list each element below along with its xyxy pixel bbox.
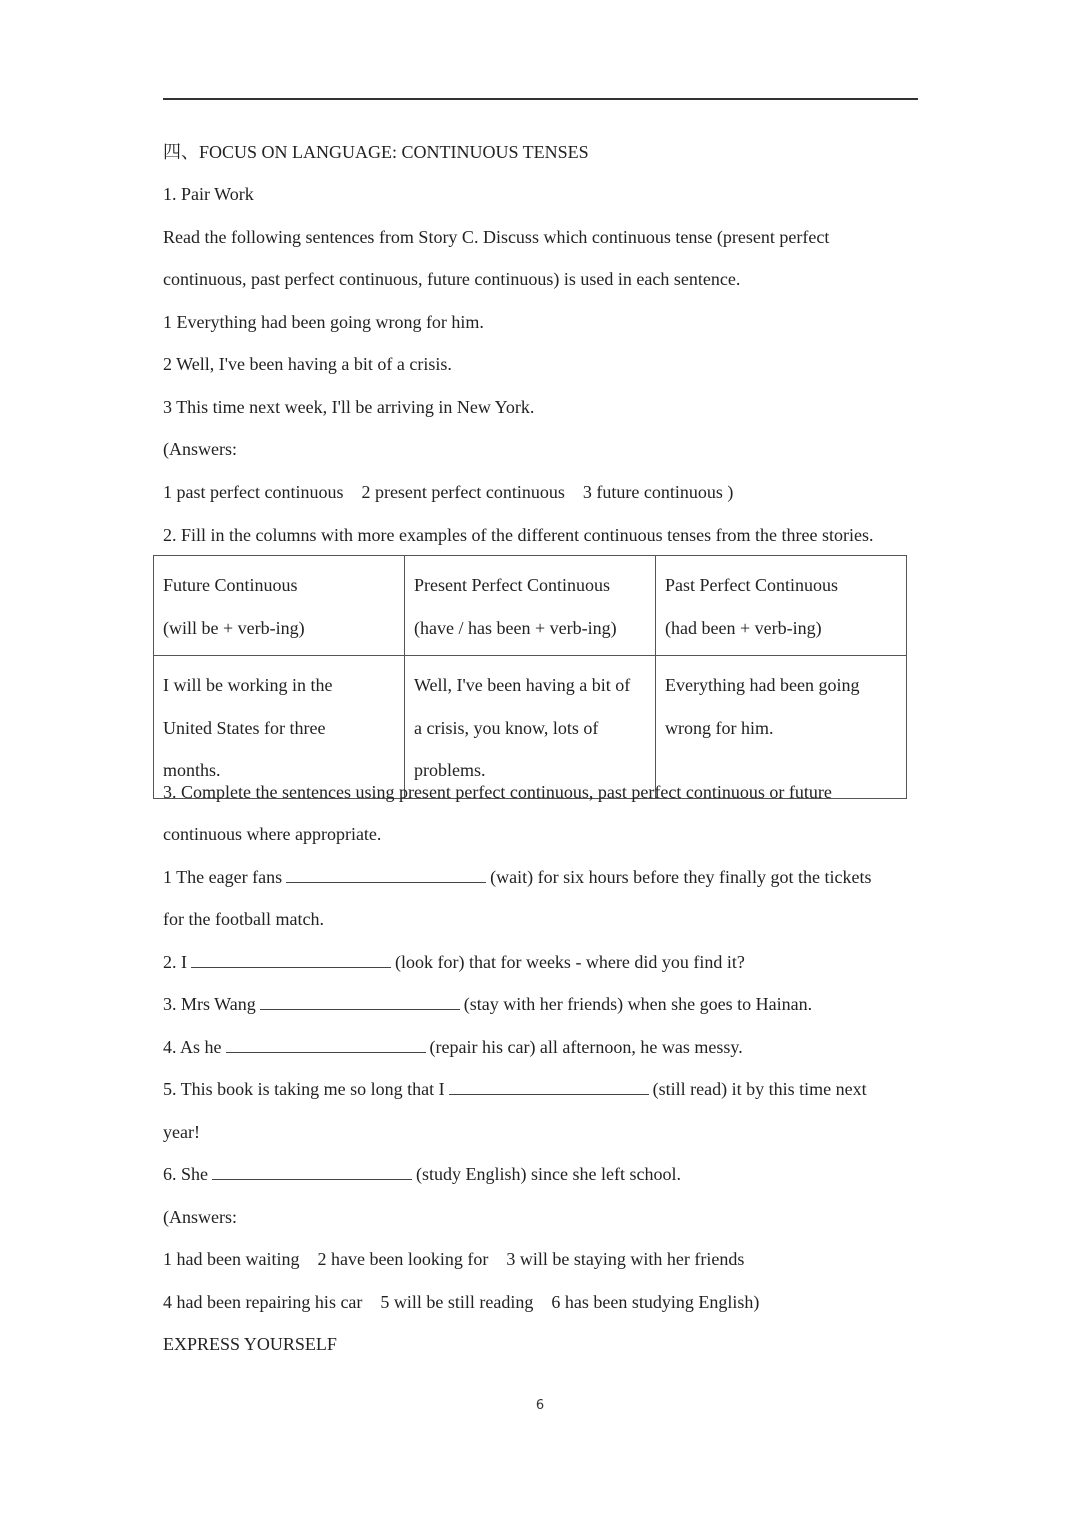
top-rule xyxy=(163,98,918,100)
example-line: I will be working in the xyxy=(163,675,333,695)
page-number: 6 xyxy=(535,1398,545,1413)
task1-sentence-2: 2 Well, I've been having a bit of a crisis. xyxy=(163,354,452,374)
exercise-item-4 xyxy=(163,1036,743,1058)
exercise-item-1 xyxy=(163,866,872,888)
item-text-after: (stay with her friends) when she goes to Hainan. xyxy=(463,994,813,1014)
exercise-item-2 xyxy=(163,951,745,973)
table-example-row xyxy=(154,656,907,799)
item-text-after: (study English) since she left school. xyxy=(416,1164,681,1184)
answer-blank[interactable] xyxy=(226,1036,426,1053)
item-text-before: 1 The eager fans xyxy=(163,867,283,887)
task3-title-line2: continuous where appropriate. xyxy=(163,824,382,844)
example-line: Well, I've been having a bit of xyxy=(414,675,631,695)
task1-answers-label: (Answers: xyxy=(163,439,237,459)
task1-title: 1. Pair Work xyxy=(163,184,254,204)
answer-blank[interactable] xyxy=(191,951,391,968)
header-form: (will be + verb-ing) xyxy=(163,617,305,638)
answer-blank[interactable] xyxy=(260,993,460,1010)
exercise-item-1-continuation: for the football match. xyxy=(163,909,324,929)
example-line: wrong for him. xyxy=(665,717,774,738)
header-name: Future Continuous xyxy=(163,575,298,595)
task3-answers-line1: 1 had been waiting 2 have been looking for 3 will be staying with her friends xyxy=(163,1249,745,1269)
example-future-continuous xyxy=(154,656,405,799)
task1-sentence-3: 3 This time next week, I'll be arriving in New York. xyxy=(163,397,535,417)
task1-instruction-line1: Read the following sentences from Story C. Discuss which continuous tense (present perfect xyxy=(163,227,830,247)
item-text-before: 3. Mrs Wang xyxy=(163,994,256,1014)
header-name: Past Perfect Continuous xyxy=(665,575,838,595)
table-header-row xyxy=(154,556,907,656)
exercise-item-5 xyxy=(163,1078,867,1100)
example-line: months. xyxy=(163,760,221,780)
example-line: Everything had been going xyxy=(665,675,860,695)
item-text-before: 4. As he xyxy=(163,1037,222,1057)
tenses-table xyxy=(153,555,907,799)
header-future-continuous xyxy=(154,556,405,656)
header-name: Present Perfect Continuous xyxy=(414,575,610,595)
exercise-item-3 xyxy=(163,993,812,1015)
next-section-heading: EXPRESS YOURSELF xyxy=(163,1334,337,1354)
task2-title: 2. Fill in the columns with more examples of the different continuous tenses from the three stories. xyxy=(163,525,874,545)
item-text-before: 2. I xyxy=(163,952,187,972)
item-text-after: (still read) it by this time next xyxy=(652,1079,867,1099)
section-heading: 四、FOCUS ON LANGUAGE: CONTINUOUS TENSES xyxy=(163,142,589,162)
example-line: a crisis, you know, lots of xyxy=(414,717,599,738)
header-past-perfect-continuous xyxy=(656,556,907,656)
example-past-perfect-continuous xyxy=(656,656,907,799)
answer-blank[interactable] xyxy=(449,1078,649,1095)
task3-answers-label: (Answers: xyxy=(163,1207,237,1227)
example-line: problems. xyxy=(414,760,486,780)
exercise-item-6 xyxy=(163,1163,681,1185)
header-form: (have / has been + verb-ing) xyxy=(414,617,617,638)
example-line: United States for three xyxy=(163,717,326,738)
header-present-perfect-continuous xyxy=(405,556,656,656)
item-text-before: 6. She xyxy=(163,1164,208,1184)
item-text-before: 5. This book is taking me so long that I xyxy=(163,1079,445,1099)
answer-blank[interactable] xyxy=(212,1163,412,1180)
task1-instruction-line2: continuous, past perfect continuous, future continuous) is used in each sentence. xyxy=(163,269,741,289)
exercise-item-5-continuation: year! xyxy=(163,1122,200,1142)
item-text-after: (look for) that for weeks - where did you find it? xyxy=(395,952,745,972)
task3-title-line1: 3. Complete the sentences using present perfect continuous, past perfect continuous or future xyxy=(163,782,832,802)
item-text-after: (wait) for six hours before they finally got the tickets xyxy=(490,867,872,887)
task1-answers: 1 past perfect continuous 2 present perfect continuous 3 future continuous ) xyxy=(163,482,734,502)
header-form: (had been + verb-ing) xyxy=(665,617,822,638)
task1-sentence-1: 1 Everything had been going wrong for him. xyxy=(163,312,484,332)
example-present-perfect-continuous xyxy=(405,656,656,799)
answer-blank[interactable] xyxy=(286,866,486,883)
task3-answers-line2: 4 had been repairing his car 5 will be still reading 6 has been studying English) xyxy=(163,1292,760,1312)
item-text-after: (repair his car) all afternoon, he was messy. xyxy=(429,1037,743,1057)
